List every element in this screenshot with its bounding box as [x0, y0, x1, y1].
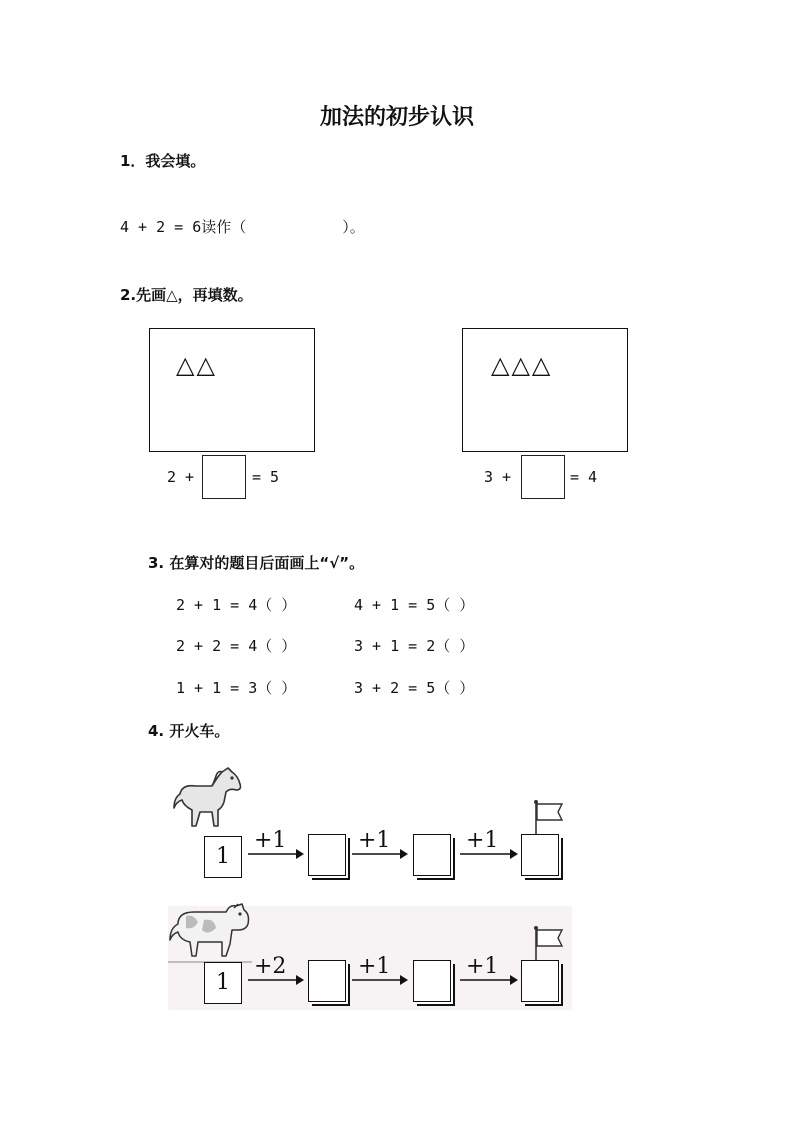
q3-item[interactable]: 4 + 1 = 5（ ）	[354, 596, 475, 614]
q2-right-drawing-box[interactable]	[462, 328, 628, 452]
q2-left-b: = 5	[252, 468, 280, 486]
train2-answer-box-3[interactable]	[521, 960, 559, 1002]
arrow-right-icon	[350, 848, 410, 860]
train2-op-1: +2	[254, 954, 287, 979]
q2-right-answer-box[interactable]	[521, 455, 565, 499]
flag-icon	[532, 926, 568, 962]
arrow-right-icon	[458, 974, 520, 986]
q3-item[interactable]: 3 + 2 = 5（ ）	[354, 679, 475, 697]
arrow-right-icon	[458, 848, 520, 860]
q2-right-b: = 4	[570, 468, 598, 486]
train1-answer-box-1[interactable]	[308, 834, 346, 876]
q1-read-as: 读作（	[201, 218, 247, 236]
horse-icon	[172, 766, 246, 832]
train2-answer-box-1[interactable]	[308, 960, 346, 1002]
q2-left-drawing-box[interactable]	[149, 328, 315, 452]
q1-close: ）。	[342, 218, 365, 236]
q2-heading: 2.先画△，再填数。	[120, 286, 253, 304]
train1-start-box: 1	[204, 836, 242, 878]
q2-left-triangles: △△	[176, 351, 217, 379]
train1-op-1: +1	[254, 828, 287, 853]
cow-icon	[168, 900, 252, 964]
arrow-right-icon	[246, 848, 306, 860]
flag-icon	[532, 800, 568, 836]
train1-answer-box-3[interactable]	[521, 834, 559, 876]
train1-answer-box-2[interactable]	[413, 834, 451, 876]
train2-answer-box-2[interactable]	[413, 960, 451, 1002]
train2-op-3: +1	[466, 954, 499, 979]
q1-equation: 4 + 2 = 6	[120, 218, 202, 236]
q4-heading: 4. 开火车。	[148, 722, 230, 740]
q2-left-a: 2 +	[167, 468, 195, 486]
q1-heading: 1．我会填。	[120, 152, 206, 170]
q3-heading: 3. 在算对的题目后面画上“√”。	[148, 554, 365, 572]
q3-item[interactable]: 2 + 1 = 4（ ）	[176, 596, 297, 614]
train2-op-2: +1	[358, 954, 391, 979]
q2-right-a: 3 +	[484, 468, 512, 486]
q2-right-triangles: △△△	[491, 351, 553, 379]
q1-line	[120, 216, 365, 237]
train1-op-2: +1	[358, 828, 391, 853]
page-title: 加法的初步认识	[319, 104, 474, 130]
q2-left-answer-box[interactable]	[202, 455, 246, 499]
train1-op-3: +1	[466, 828, 499, 853]
q3-item[interactable]: 2 + 2 = 4（ ）	[176, 637, 297, 655]
arrow-right-icon	[350, 974, 410, 986]
q3-item[interactable]: 3 + 1 = 2（ ）	[354, 637, 475, 655]
arrow-right-icon	[246, 974, 306, 986]
q3-item[interactable]: 1 + 1 = 3（ ）	[176, 679, 297, 697]
train2-start-box: 1	[204, 962, 242, 1004]
